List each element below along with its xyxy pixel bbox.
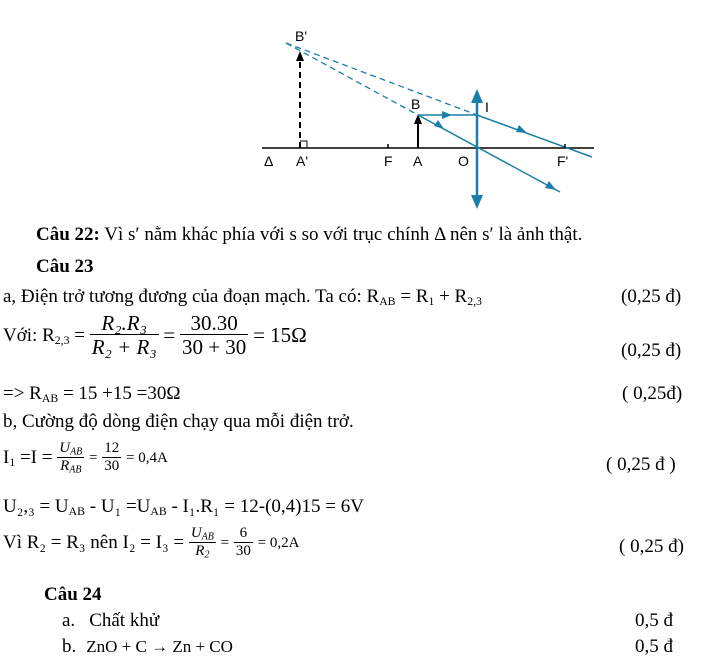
q22-text: Vì s′ nằm khác phía với s so với trục chính Δ nên s′ là ảnh thật. [99,224,583,245]
q23-part-b: b, Cường độ dòng điện chạy qua mỗi điện trở. [3,411,354,432]
fraction-6-30: $\frac{6}{30}$ [235,525,251,559]
q24-item-a-score: 0,5 đ [635,610,673,631]
label-b-prime: B' [295,28,308,44]
fraction-12-30: $\frac{12}{30}$ [104,440,120,474]
right-angle-marker [300,141,307,148]
q23-u23-line: $U_2,_3 = U_{AB} - U_1 =U_{AB} - I_1.R_1 = 12-(0,4)15 = 6V$ [3,496,364,518]
label-i: I [485,99,489,115]
q22-line [36,224,582,246]
lens-arrow-bottom [471,195,483,209]
q23-with-line: Với: $R_{2,3}$ = $\frac{\text{R₂.R₃}}{\text{R₂ + R₃}}$ = $\frac{30.30}{30 + 30}$ = 15Ω [3,311,307,360]
q23-part-a: a, Điện trở tương đương của đoạn mạch. Ta có: $R_{AB} = R_1 + R_{2,3}$ [3,286,482,308]
ray-refracted [477,115,592,157]
q23-vi-line: Vì R₂ = R₃ nên I₂ = I₃ = $\frac{\text{UAB}}{R2}$ = $\frac{6}{30}$ = 0,2A [3,525,300,561]
ray-center-arrow-1 [434,120,444,129]
q23-score-4: ( 0,25 đ ) [606,454,676,475]
q24-item-a: a. Chất khử [62,610,160,631]
lens-arrow-top [471,89,483,103]
fraction-r2r3: $\frac{\text{R₂.R₃}}{\text{R₂ + R₃}}$ [91,311,157,360]
q24-item-b-score: 0,5 đ [635,636,673,657]
image-arrow [296,51,304,61]
fraction-3030: $\frac{30.30}{30 + 30}$ [181,311,247,360]
label-a: A [413,153,423,169]
lens-ray-diagram [0,0,726,215]
q23-score-3: ( 0,25đ) [622,383,683,404]
ray-extension-1 [286,43,477,115]
q23-score-1: (0,25 đ) [621,286,682,307]
label-delta: Δ [264,153,274,169]
ray-refracted-arrow [516,125,527,133]
label-a-prime: A' [296,153,309,169]
q23-i1-line: $I_1 =I$ = $\frac{\text{UAB}}{\text{RAB}}$ = $\frac{12}{30}$ = 0,4A [3,440,168,476]
label-f-prime: F' [557,153,569,169]
q23-score-5: ( 0,25 đ) [619,536,684,557]
q24-item-b: b. ZnO + C → Zn + CO [62,636,233,657]
q23-score-2: (0,25 đ) [621,340,682,361]
q23-title: Câu 23 [36,256,94,277]
ray-extension-2 [286,43,421,115]
q22-label: Câu 22: [36,224,100,245]
label-b: B [411,96,421,112]
label-f: F [384,153,393,169]
label-o: O [458,153,469,169]
ray-center-arrow-2 [545,181,556,190]
q23-rab-line: => $R_{AB} = 15 +15 =30\Omega$ [3,383,181,405]
fraction-uab-rab: $\frac{\text{UAB}}{\text{RAB}}$ [59,440,83,476]
ray-parallel-arrow [442,111,452,119]
q24-title: Câu 24 [44,584,102,605]
fraction-uab-r2: $\frac{\text{UAB}}{R2}$ [190,525,214,561]
